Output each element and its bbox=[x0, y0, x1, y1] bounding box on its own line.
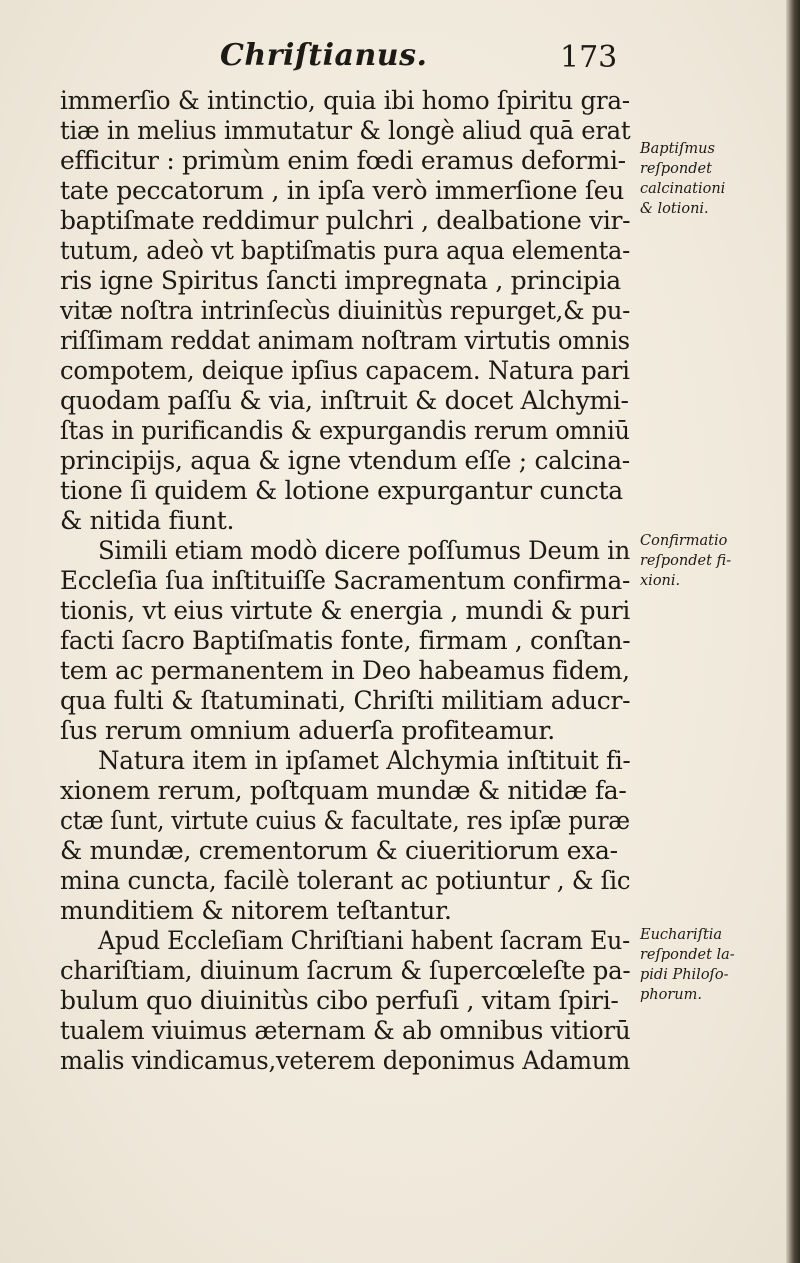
text-line: & nitida fiunt. bbox=[60, 506, 235, 535]
text-line: tualem viuimus æternam & ab omnibus vitiorū bbox=[60, 1016, 631, 1045]
text-line: tiæ in melius immutatur & longè aliud quā erat bbox=[60, 116, 631, 145]
text-line: riſſimam reddat animam noſtram virtutis omnis bbox=[60, 326, 630, 355]
text-line: bulum quo diuinitùs cibo perfuſi , vitam ſpiri- bbox=[60, 986, 619, 1015]
text-line: Eccleſia ſua inſtituiſſe Sacramentum confirma- bbox=[60, 566, 631, 595]
text-line: efficitur : primùm enim fœdi eramus deformi- bbox=[60, 146, 626, 175]
margin-note-line: Confirmatio bbox=[640, 533, 728, 549]
text-line: ctæ ſunt, virtute cuius & facultate, res ipſæ puræ bbox=[60, 806, 630, 835]
text-line: chariſtiam, diuinum ſacrum & ſupercœleſte pa- bbox=[60, 956, 631, 985]
margin-note-line: phorum. bbox=[640, 987, 702, 1003]
margin-note-line: reſpondet bbox=[640, 161, 712, 177]
text-line: munditiem & nitorem teſtantur. bbox=[60, 896, 452, 925]
text-line: quodam paſſu & via, inſtruit & docet Alchymi- bbox=[60, 386, 629, 415]
margin-note-line: xioni. bbox=[640, 573, 681, 589]
page-edge-shadow bbox=[786, 0, 800, 1263]
text-line: tate peccatorum , in ipſa verò immerſione ſeu bbox=[60, 176, 625, 205]
margin-note-line: calcinationi bbox=[640, 181, 726, 197]
text-line: tem ac permanentem in Deo habeamus fidem, bbox=[60, 656, 630, 685]
margin-note-line: reſpondet la- bbox=[640, 947, 735, 963]
page-number: 173 bbox=[560, 40, 618, 75]
page-header bbox=[60, 38, 660, 90]
margin-note-line: Euchariſtia bbox=[640, 927, 723, 943]
margin-note-line: pidi Philoſo- bbox=[640, 967, 729, 983]
running-head: Chriſtianus. bbox=[220, 38, 428, 73]
text-line: mina cuncta, facilè tolerant ac potiuntur , & ſic bbox=[60, 866, 631, 895]
text-line: & mundæ, crementorum & ciueritiorum exa- bbox=[60, 836, 618, 865]
text-line: qua fulti & ſtatuminati, Chriſti militiam aducr- bbox=[60, 686, 631, 715]
text-line: tutum, adeò vt baptiſmatis pura aqua elementa- bbox=[60, 236, 630, 265]
text-line: immerſio & intinctio, quia ibi homo ſpiritu gra- bbox=[60, 86, 630, 115]
text-line: malis vindicamus,veterem deponimus Adamum bbox=[60, 1046, 630, 1075]
text-line: Simili etiam modò dicere poſſumus Deum in bbox=[98, 536, 631, 565]
text-line: vitæ noſtra intrinſecùs diuinitùs repurget,& pu- bbox=[60, 296, 631, 325]
margin-note-line: & lotioni. bbox=[640, 201, 709, 217]
text-line: Natura item in ipſamet Alchymia inſtituit fi- bbox=[98, 746, 631, 775]
margin-note-line: reſpondet fi- bbox=[640, 553, 732, 569]
text-line: tionis, vt eius virtute & energia , mundi & puri bbox=[60, 596, 630, 625]
text-line: xionem rerum, poſtquam mundæ & nitidæ fa- bbox=[60, 776, 627, 805]
text-line: tione ſi quidem & lotione expurgantur cuncta bbox=[60, 476, 623, 505]
text-line: ris igne Spiritus ſancti impregnata , principia bbox=[60, 266, 621, 295]
margin-note-line: Baptiſmus bbox=[640, 141, 715, 157]
text-line: facti ſacro Baptiſmatis fonte, firmam , conſtan- bbox=[60, 626, 631, 655]
text-line: principijs, aqua & igne vtendum eſſe ; calcina- bbox=[60, 446, 630, 475]
text-line: baptiſmate reddimur pulchri , dealbatione vir- bbox=[60, 206, 631, 235]
text-line: ſus rerum omnium aduerſa profiteamur. bbox=[60, 716, 555, 745]
text-line: ſtas in purificandis & expurgandis rerum omniū bbox=[60, 416, 630, 445]
text-line: Apud Eccleſiam Chriſtiani habent ſacram Eu- bbox=[98, 926, 630, 955]
text-line: compotem, deique ipſius capacem. Natura pari bbox=[60, 356, 630, 385]
